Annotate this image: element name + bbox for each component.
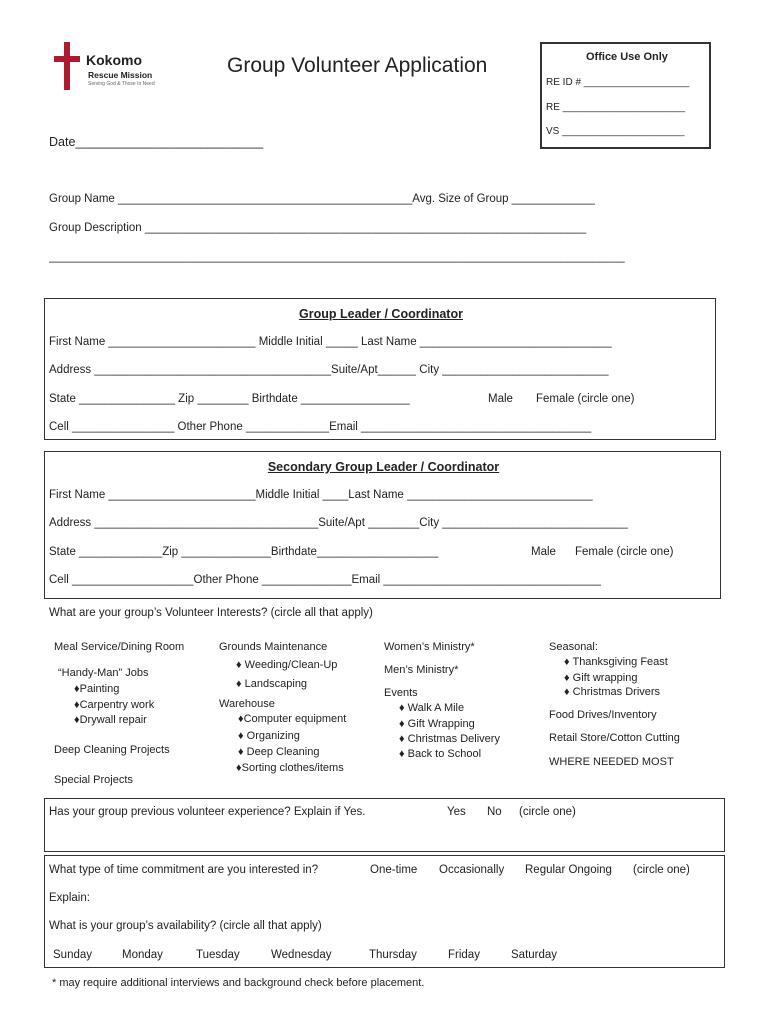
day-friday[interactable]: Friday: [448, 949, 480, 961]
interest-warehouse[interactable]: Warehouse: [219, 698, 275, 710]
interest-christmas-delivery[interactable]: ♦ Christmas Delivery: [399, 733, 500, 745]
interest-deep-cleaning[interactable]: ♦ Deep Cleaning: [238, 746, 320, 758]
interest-painting[interactable]: ♦Painting: [74, 683, 120, 695]
leader-name-row[interactable]: First Name _______________________ Middle Initial _____ Last Name ______________________________: [49, 336, 612, 348]
interest-walk-a-mile[interactable]: ♦ Walk A Mile: [399, 702, 465, 714]
interest-meal-service[interactable]: Meal Service/Dining Room: [54, 641, 185, 653]
interest-carpentry[interactable]: ♦Carpentry work: [74, 699, 155, 711]
secondary-male-option[interactable]: Male: [531, 546, 556, 558]
footnote: * may require additional interviews and background check before placement.: [52, 977, 425, 989]
office-re: RE ______________________: [546, 102, 686, 113]
interest-drywall[interactable]: ♦Drywall repair: [74, 714, 147, 726]
availability-question: What is your group’s availability? (circle all that apply): [49, 920, 322, 932]
interest-organizing[interactable]: ♦ Organizing: [238, 730, 300, 742]
commitment-question: What type of time commitment are you interested in?: [49, 864, 319, 876]
interest-grounds[interactable]: Grounds Maintenance: [219, 641, 328, 653]
group-name-field[interactable]: Group Name ______________________________________________Avg. Size of Group _____________: [49, 193, 595, 205]
logo-name: Kokomo: [86, 52, 142, 68]
interest-handy-man[interactable]: “Handy-Man” Jobs: [58, 667, 149, 679]
commitment-section: [44, 855, 725, 968]
experience-yes-option[interactable]: Yes: [447, 806, 466, 818]
group-leader-section: [44, 298, 716, 440]
leader-state-row[interactable]: State _______________ Zip ________ Birthdate _________________: [49, 393, 410, 405]
leader-address-row[interactable]: Address _____________________________________Suite/Apt______ City __________________________: [49, 364, 609, 376]
interest-weeding[interactable]: ♦ Weeding/Clean-Up: [236, 659, 338, 671]
leader-female-option[interactable]: Female (circle one): [536, 393, 635, 405]
interest-christmas-drivers[interactable]: ♦ Christmas Drivers: [564, 686, 661, 698]
logo-sub: Rescue Mission: [88, 70, 153, 80]
experience-circle-hint: (circle one): [519, 806, 576, 818]
secondary-female-option[interactable]: Female (circle one): [575, 546, 674, 558]
secondary-name-row[interactable]: First Name _______________________Middle Initial ____Last Name _____________________________: [49, 489, 593, 501]
day-saturday[interactable]: Saturday: [511, 949, 558, 961]
day-monday[interactable]: Monday: [122, 949, 163, 961]
interest-seasonal[interactable]: Seasonal:: [549, 641, 598, 653]
day-sunday[interactable]: Sunday: [53, 949, 93, 961]
secondary-leader-heading: Secondary Group Leader / Coordinator: [267, 460, 500, 474]
office-heading: Office Use Only: [586, 51, 668, 63]
group-description-field[interactable]: Group Description _____________________________________________________________________: [49, 222, 587, 234]
interest-thanksgiving[interactable]: ♦ Thanksgiving Feast: [564, 656, 668, 668]
interest-sorting[interactable]: ♦Sorting clothes/items: [236, 762, 344, 774]
secondary-address-row[interactable]: Address ___________________________________Suite/Apt ________City _____________________________: [49, 517, 628, 529]
interest-landscaping[interactable]: ♦ Landscaping: [236, 678, 308, 690]
office-vs: VS ______________________: [546, 126, 685, 137]
experience-no-option[interactable]: No: [487, 806, 502, 818]
secondary-contact-row[interactable]: Cell ___________________Other Phone ______________Email __________________________________: [49, 574, 601, 586]
commitment-circle-hint: (circle one): [633, 864, 690, 876]
commitment-occasionally[interactable]: Occasionally: [439, 864, 505, 876]
secondary-leader-section: [44, 451, 721, 599]
interest-mens-ministry[interactable]: Men’s Ministry*: [384, 664, 459, 676]
interest-retail-store[interactable]: Retail Store/Cotton Cutting: [549, 732, 680, 744]
interest-computer-equipment[interactable]: ♦Computer equipment: [238, 713, 347, 725]
commitment-regular[interactable]: Regular Ongoing: [525, 864, 612, 876]
commitment-one-time[interactable]: One-time: [370, 864, 418, 876]
day-tuesday[interactable]: Tuesday: [196, 949, 240, 961]
day-wednesday[interactable]: Wednesday: [271, 949, 332, 961]
office-use-box: [540, 42, 711, 149]
experience-question: Has your group previous volunteer experience? Explain if Yes.: [49, 806, 366, 818]
interest-food-drives[interactable]: Food Drives/Inventory: [549, 709, 657, 721]
experience-section: [44, 798, 725, 852]
page-title: Group Volunteer Application: [227, 54, 488, 77]
cross-icon: [52, 42, 82, 90]
interest-special-projects[interactable]: Special Projects: [54, 774, 133, 786]
group-leader-heading: Group Leader / Coordinator: [299, 307, 463, 321]
interest-back-to-school[interactable]: ♦ Back to School: [399, 748, 482, 760]
logo-tagline: Serving God & Those In Need: [88, 81, 155, 87]
interests-question: What are your group’s Volunteer Interests? (circle all that apply): [49, 607, 373, 619]
group-description-line2[interactable]: __________________________________________________________________________________________: [49, 251, 625, 263]
date-field[interactable]: Date___________________________: [49, 135, 264, 149]
secondary-state-row[interactable]: State _____________Zip ______________Birthdate___________________: [49, 546, 439, 558]
leader-contact-row[interactable]: Cell ________________ Other Phone _____________Email ____________________________________: [49, 421, 592, 433]
logo: [52, 42, 162, 92]
interest-womens-ministry[interactable]: Women’s Ministry*: [384, 641, 475, 653]
interest-deep-cleaning-projects[interactable]: Deep Cleaning Projects: [54, 744, 170, 756]
office-re-id: RE ID # ___________________: [546, 77, 690, 88]
interest-gift-wrapping-seasonal[interactable]: ♦ Gift wrapping: [564, 672, 638, 684]
day-thursday[interactable]: Thursday: [369, 949, 417, 961]
leader-male-option[interactable]: Male: [488, 393, 513, 405]
interest-gift-wrapping-event[interactable]: ♦ Gift Wrapping: [399, 718, 475, 730]
interest-where-needed[interactable]: WHERE NEEDED MOST: [549, 756, 674, 768]
interest-events[interactable]: Events: [384, 687, 418, 699]
commitment-explain[interactable]: Explain:: [49, 892, 90, 904]
